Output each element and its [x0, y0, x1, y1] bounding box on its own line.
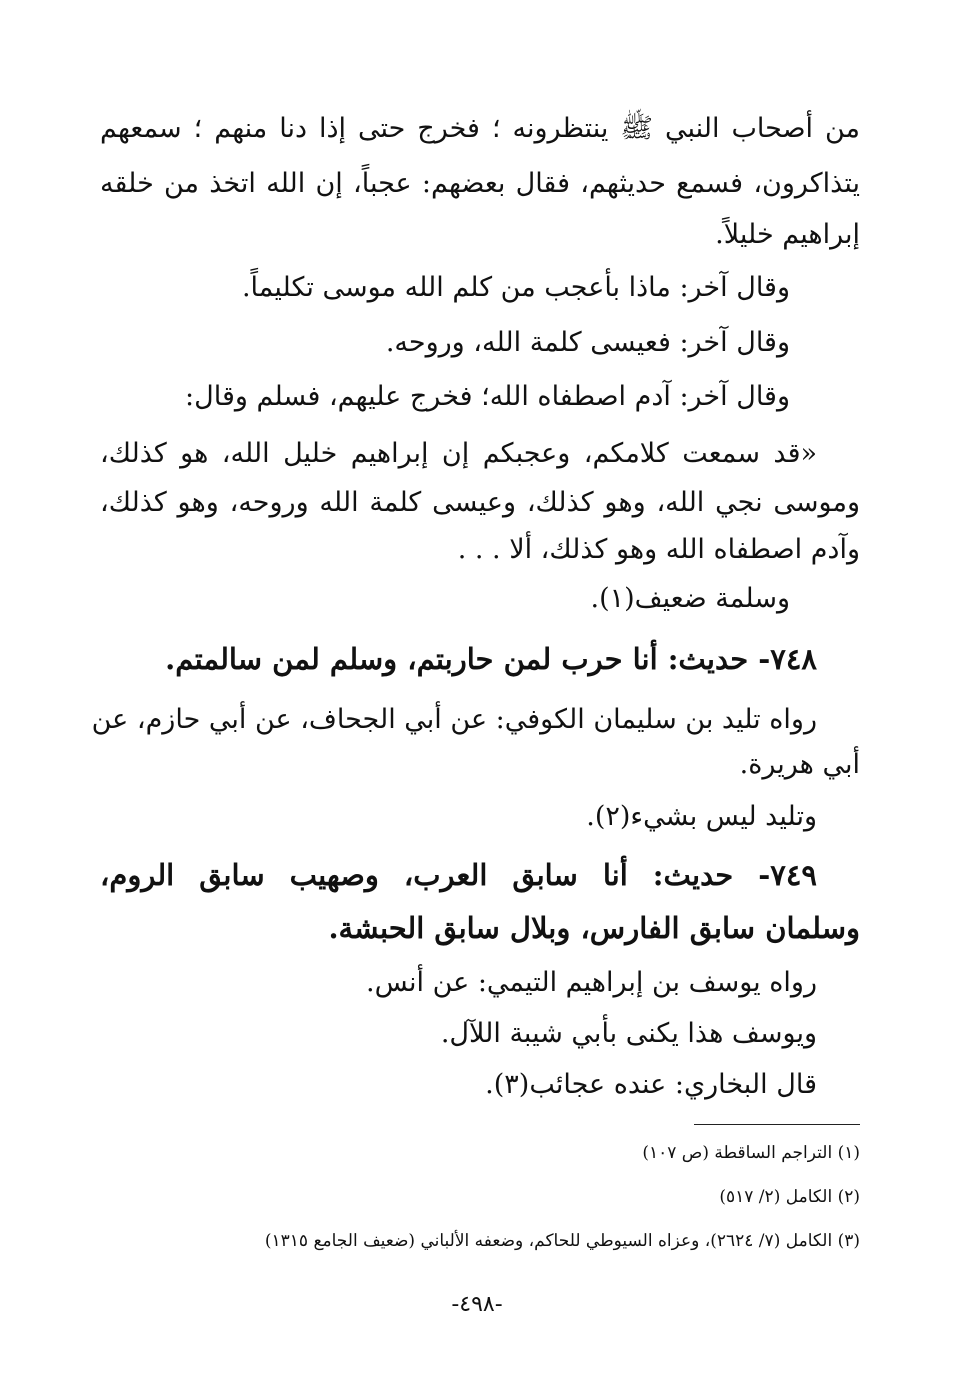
text-line: وآدم اصطفاه الله وهو كذلك، ألا . . .: [457, 534, 860, 565]
page-number: -٤٩٨-: [451, 1292, 503, 1317]
text-line: أبي هريرة.: [739, 749, 860, 780]
text-line: ويوسف هذا يكنى بأبي شيبة اللآل.: [440, 1018, 817, 1049]
text-line: وقال آخر: آدم اصطفاه الله؛ فخرج عليهم، فسلم وقال:: [185, 381, 790, 412]
hadith-heading-748: ٧٤٨- حديث: أنا حرب لمن حاربتم، وسلم لمن سالمتم.: [165, 642, 817, 676]
hadith-heading-749: ٧٤٩- حديث: أنا سابق العرب، وصهيب سابق الروم،: [100, 858, 817, 892]
text-line: رواه تليد بن سليمان الكوفي: عن أبي الجحاف، عن أبي حازم، عن: [91, 704, 817, 735]
text-line: وقال آخر: فعيسى كلمة الله، وروحه.: [385, 327, 790, 358]
text-line: يتذاكرون، فسمع حديثهم، فقال بعضهم: عجباً، إن الله اتخذ من خلقه: [100, 168, 860, 199]
footnote-divider: [694, 1124, 860, 1125]
text-line: وقال آخر: ماذا بأعجب من كلم الله موسى تكليماً.: [241, 272, 790, 303]
text-line: وموسى نجي الله، وهو كذلك، وعيسى كلمة الله وروحه، وهو كذلك،: [100, 487, 860, 518]
text-line: رواه يوسف بن إبراهيم التيمي: عن أنس.: [365, 967, 817, 998]
footnote: (٢) الكامل (٢/ ٥١٧): [719, 1187, 860, 1207]
footnote: (١) التراجم الساقطة (ص ١٠٧): [642, 1143, 860, 1163]
text-line: قال البخاري: عنده عجائب(٣).: [485, 1069, 817, 1100]
text-line: «قد سمعت كلامكم، وعجبكم إن إبراهيم خليل الله، هو كذلك،: [100, 438, 817, 469]
text-line: إبراهيم خليلاً.: [715, 219, 860, 250]
footnote: (٣) الكامل (٧/ ٢٦٢٤)، وعزاه السيوطي للحاكم، وضعفه الألباني (ضعيف الجامع ١٣١٥): [264, 1231, 860, 1251]
text-line: وسلمة ضعيف(١).: [590, 583, 790, 614]
text-line: وتليد ليس بشيء(٢).: [586, 801, 817, 832]
hadith-heading-749-cont: وسلمان سابق الفارس، وبلال سابق الحبشة.: [328, 911, 860, 945]
text-line: من أصحاب النبي ﷺ ينتظرونه ؛ فخرج حتى إذا دنا منهم ؛ سمعهم: [100, 113, 860, 144]
